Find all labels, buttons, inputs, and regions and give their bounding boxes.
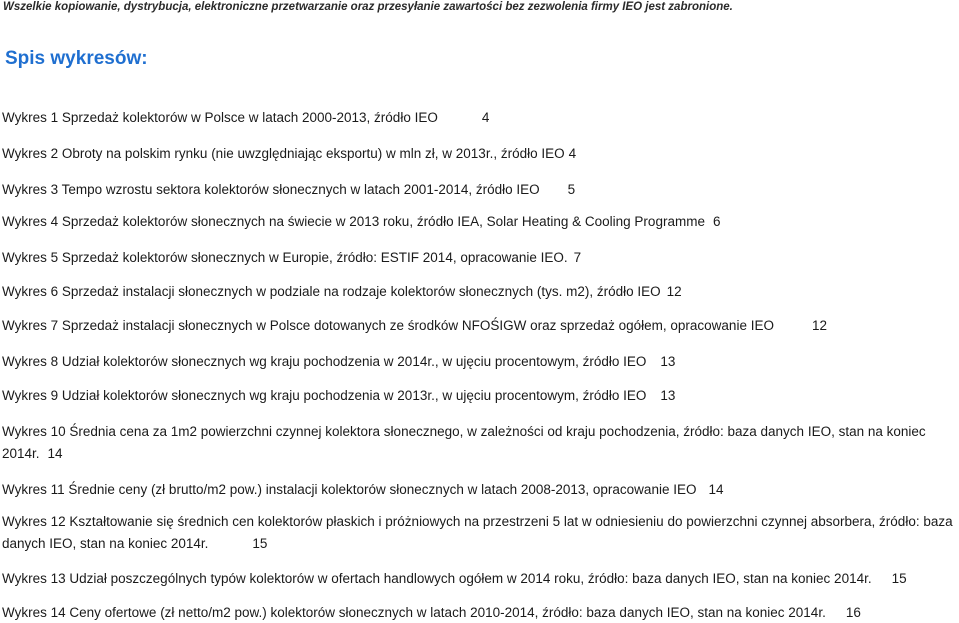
toc-entry-page: 4 <box>481 110 490 125</box>
toc-entry-4[interactable] <box>2 212 720 232</box>
toc-entry-9[interactable] <box>2 386 675 406</box>
toc-entry-5[interactable] <box>2 248 581 268</box>
toc-entry-text: Wykres 12 Kształtowanie się średnich cen kolektorów płaskich i próżniowych na przestrzeni 5 lat w odniesieniu do powierzchni czynnej absorbera, źródło: baza danych IEO, stan na koniec 2014r. <box>2 514 953 551</box>
toc-entry-7[interactable] <box>2 316 827 336</box>
toc-entry-text: Wykres 8 Udział kolektorów słonecznych wg kraju pochodzenia w 2014r., w ujęciu procentowym, źródło IEO <box>2 354 647 369</box>
toc-entry-page: 15 <box>891 571 907 586</box>
toc-entry-page: 4 <box>568 146 577 161</box>
toc-entry-page: 12 <box>811 318 827 333</box>
toc-entry-text: Wykres 10 Średnia cena za 1m2 powierzchni czynnej kolektora słonecznego, w zależności od kraju pochodzenia, źródło: baza danych IEO, stan na koniec 2014r. <box>2 424 926 461</box>
toc-entry-text: Wykres 7 Sprzedaż instalacji słonecznych w Polsce dotowanych ze środków NFOŚIGW oraz sprzedaż ogółem, opracowanie IEO <box>2 318 774 333</box>
toc-entry-page: 6 <box>712 214 721 229</box>
toc-entry-text: Wykres 13 Udział poszczególnych typów kolektorów w ofertach handlowych ogółem w 2014 roku, źródło: baza danych IEO, stan na koniec 2014r. <box>2 571 872 586</box>
toc-entry-text: Wykres 11 Średnie ceny (zł brutto/m2 pow.) instalacji kolektorów słonecznych w latach 2008-2013, opracowanie IEO <box>2 482 697 497</box>
toc-entry-page: 16 <box>845 605 861 620</box>
toc-entry-11[interactable] <box>2 480 724 500</box>
toc-entry-text: Wykres 3 Tempo wzrostu sektora kolektorów słonecznych w latach 2001-2014, źródło IEO <box>2 182 540 197</box>
toc-entry-1[interactable] <box>2 108 489 128</box>
toc-entry-2[interactable] <box>2 144 576 164</box>
copyright-notice: Wszelkie kopiowanie, dystrybucja, elektroniczne przetwarzanie oraz przesyłanie zawartości bez zezwolenia firmy IEO jest zabronione. <box>3 1 733 13</box>
toc-entry-page: 15 <box>252 536 268 551</box>
toc-entry-text: Wykres 2 Obroty na polskim rynku (nie uwzględniając eksportu) w mln zł, w 2013r., źródło IEO <box>2 146 565 161</box>
toc-entry-page: 14 <box>708 482 724 497</box>
toc-entry-text: Wykres 1 Sprzedaż kolektorów w Polsce w latach 2000-2013, źródło IEO <box>2 110 438 125</box>
toc-entry-text: Wykres 6 Sprzedaż instalacji słonecznych w podziale na rodzaje kolektorów słonecznych (tys. m2), źródło IEO <box>2 284 661 299</box>
toc-entry-text: Wykres 4 Sprzedaż kolektorów słonecznych na świecie w 2013 roku, źródło IEA, Solar Heating & Cooling Programme <box>2 214 705 229</box>
toc-entry-page: 13 <box>660 388 676 403</box>
toc-entry-page: 14 <box>47 446 63 461</box>
toc-title: Spis wykresów: <box>5 48 148 69</box>
toc-entry-3[interactable] <box>2 180 575 200</box>
toc-entry-text: Wykres 9 Udział kolektorów słonecznych wg kraju pochodzenia w 2013r., w ujęciu procentowym, źródło IEO <box>2 388 647 403</box>
toc-entry-6[interactable] <box>2 282 682 302</box>
toc-entry-12[interactable] <box>2 511 957 555</box>
toc-entry-14[interactable] <box>2 603 861 623</box>
toc-entry-13[interactable] <box>2 569 907 589</box>
toc-entry-page: 5 <box>567 182 576 197</box>
toc-entry-10[interactable] <box>2 421 957 465</box>
toc-entry-8[interactable] <box>2 352 675 372</box>
toc-entry-page: 13 <box>660 354 676 369</box>
toc-entry-text: Wykres 5 Sprzedaż kolektorów słonecznych w Europie, źródło: ESTIF 2014, opracowanie IEO. <box>2 250 568 265</box>
toc-entry-page: 12 <box>666 284 682 299</box>
toc-entry-page: 7 <box>573 250 582 265</box>
toc-entry-text: Wykres 14 Ceny ofertowe (zł netto/m2 pow.) kolektorów słonecznych w latach 2010-2014, źródło: baza danych IEO, stan na koniec 2014r. <box>2 605 826 620</box>
